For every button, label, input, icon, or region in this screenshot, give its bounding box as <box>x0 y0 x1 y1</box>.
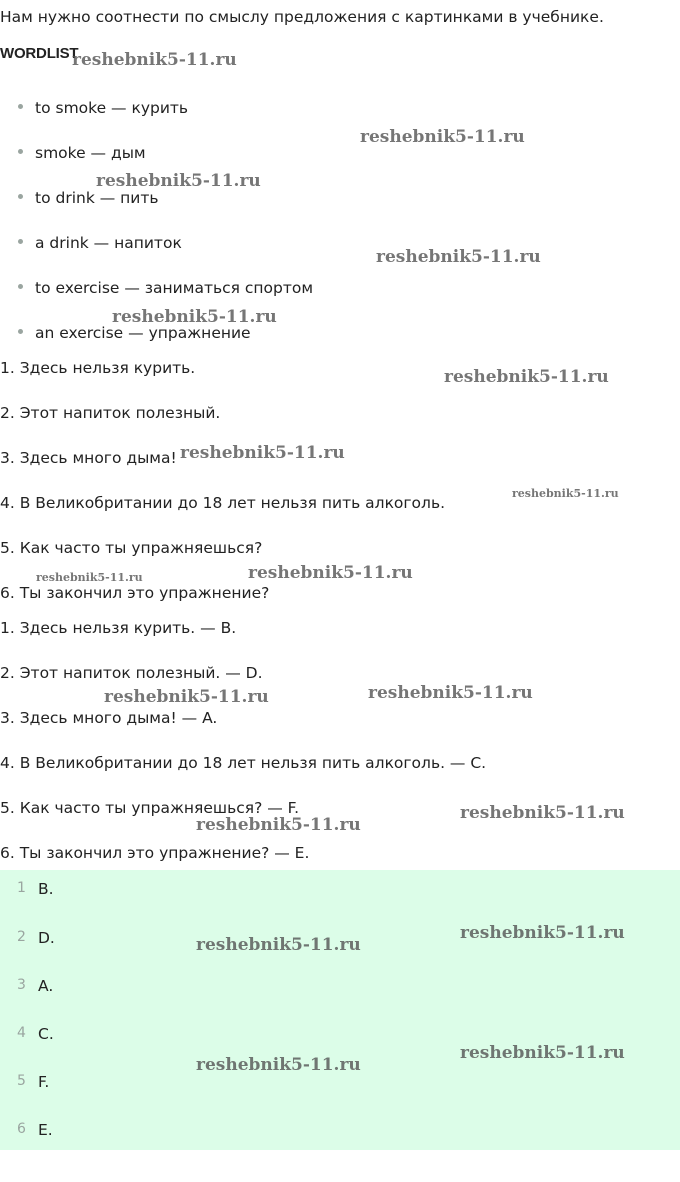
answer-value: D. <box>38 929 55 947</box>
sentence: 1. Здесь нельзя курить. <box>0 359 196 377</box>
bullet-icon <box>18 149 23 154</box>
answer-number: 4 <box>17 1025 26 1041</box>
watermark: reshebnik5-11.ru <box>460 1043 625 1063</box>
matched-sentence: 3. Здесь много дыма! — A. <box>0 709 218 727</box>
watermark: reshebnik5-11.ru <box>112 307 277 327</box>
matched-sentence: 5. Как часто ты упражняешься? — F. <box>0 799 300 817</box>
watermark: reshebnik5-11.ru <box>376 247 541 267</box>
wordlist-item-text: a drink — напиток <box>35 234 182 252</box>
sentence: 3. Здесь много дыма! <box>0 449 177 467</box>
answer-value: F. <box>38 1073 50 1091</box>
answer-number: 2 <box>17 929 26 945</box>
answer-number: 3 <box>17 977 26 993</box>
bullet-icon <box>18 284 23 289</box>
sentence: 2. Этот напиток полезный. <box>0 404 221 422</box>
watermark: reshebnik5-11.ru <box>368 683 533 703</box>
watermark: reshebnik5-11.ru <box>196 1055 361 1075</box>
matched-sentence: 2. Этот напиток полезный. — D. <box>0 664 263 682</box>
answer-value: E. <box>38 1121 53 1139</box>
bullet-icon <box>18 194 23 199</box>
wordlist-item-text: smoke — дым <box>35 144 146 162</box>
wordlist-item <box>18 279 313 297</box>
answer-number: 6 <box>17 1121 26 1137</box>
wordlist-title: WORDLIST <box>0 45 79 62</box>
bullet-icon <box>18 239 23 244</box>
answer-number: 5 <box>17 1073 26 1089</box>
answer-value: B. <box>38 880 54 898</box>
watermark: reshebnik5-11.ru <box>248 563 413 583</box>
intro-text: Нам нужно соотнести по смыслу предложения с картинками в учебнике. <box>0 8 604 26</box>
sentence: 5. Как часто ты упражняешься? <box>0 539 263 557</box>
wordlist-item <box>18 99 188 117</box>
wordlist-item <box>18 234 182 252</box>
watermark: reshebnik5-11.ru <box>104 687 269 707</box>
watermark: reshebnik5-11.ru <box>96 171 261 191</box>
wordlist-item-text: to drink — пить <box>35 189 159 207</box>
wordlist-item-text: to smoke — курить <box>35 99 189 117</box>
watermark: reshebnik5-11.ru <box>36 571 143 584</box>
sentence: 4. В Великобритании до 18 лет нельзя пить алкоголь. <box>0 494 446 512</box>
answer-value: C. <box>38 1025 54 1043</box>
watermark: reshebnik5-11.ru <box>196 935 361 955</box>
watermark: reshebnik5-11.ru <box>512 487 619 500</box>
wordlist-item-text: to exercise — заниматься спортом <box>35 279 314 297</box>
answer-box <box>0 870 680 1150</box>
wordlist-item-text: an exercise — упражнение <box>35 324 251 342</box>
bullet-icon <box>18 329 23 334</box>
watermark: reshebnik5-11.ru <box>460 923 625 943</box>
wordlist-item <box>18 189 159 207</box>
wordlist-item <box>18 144 146 162</box>
answer-number: 1 <box>17 880 26 896</box>
watermark: reshebnik5-11.ru <box>360 127 525 147</box>
matched-sentence: 6. Ты закончил это упражнение? — E. <box>0 844 310 862</box>
answer-value: A. <box>38 977 54 995</box>
watermark: reshebnik5-11.ru <box>196 815 361 835</box>
matched-sentence: 1. Здесь нельзя курить. — B. <box>0 619 237 637</box>
watermark: reshebnik5-11.ru <box>460 803 625 823</box>
bullet-icon <box>18 104 23 109</box>
matched-sentence: 4. В Великобритании до 18 лет нельзя пить алкоголь. — C. <box>0 754 487 772</box>
watermark: reshebnik5-11.ru <box>444 367 609 387</box>
watermark: reshebnik5-11.ru <box>72 50 237 70</box>
sentence: 6. Ты закончил это упражнение? <box>0 584 270 602</box>
watermark: reshebnik5-11.ru <box>180 443 345 463</box>
